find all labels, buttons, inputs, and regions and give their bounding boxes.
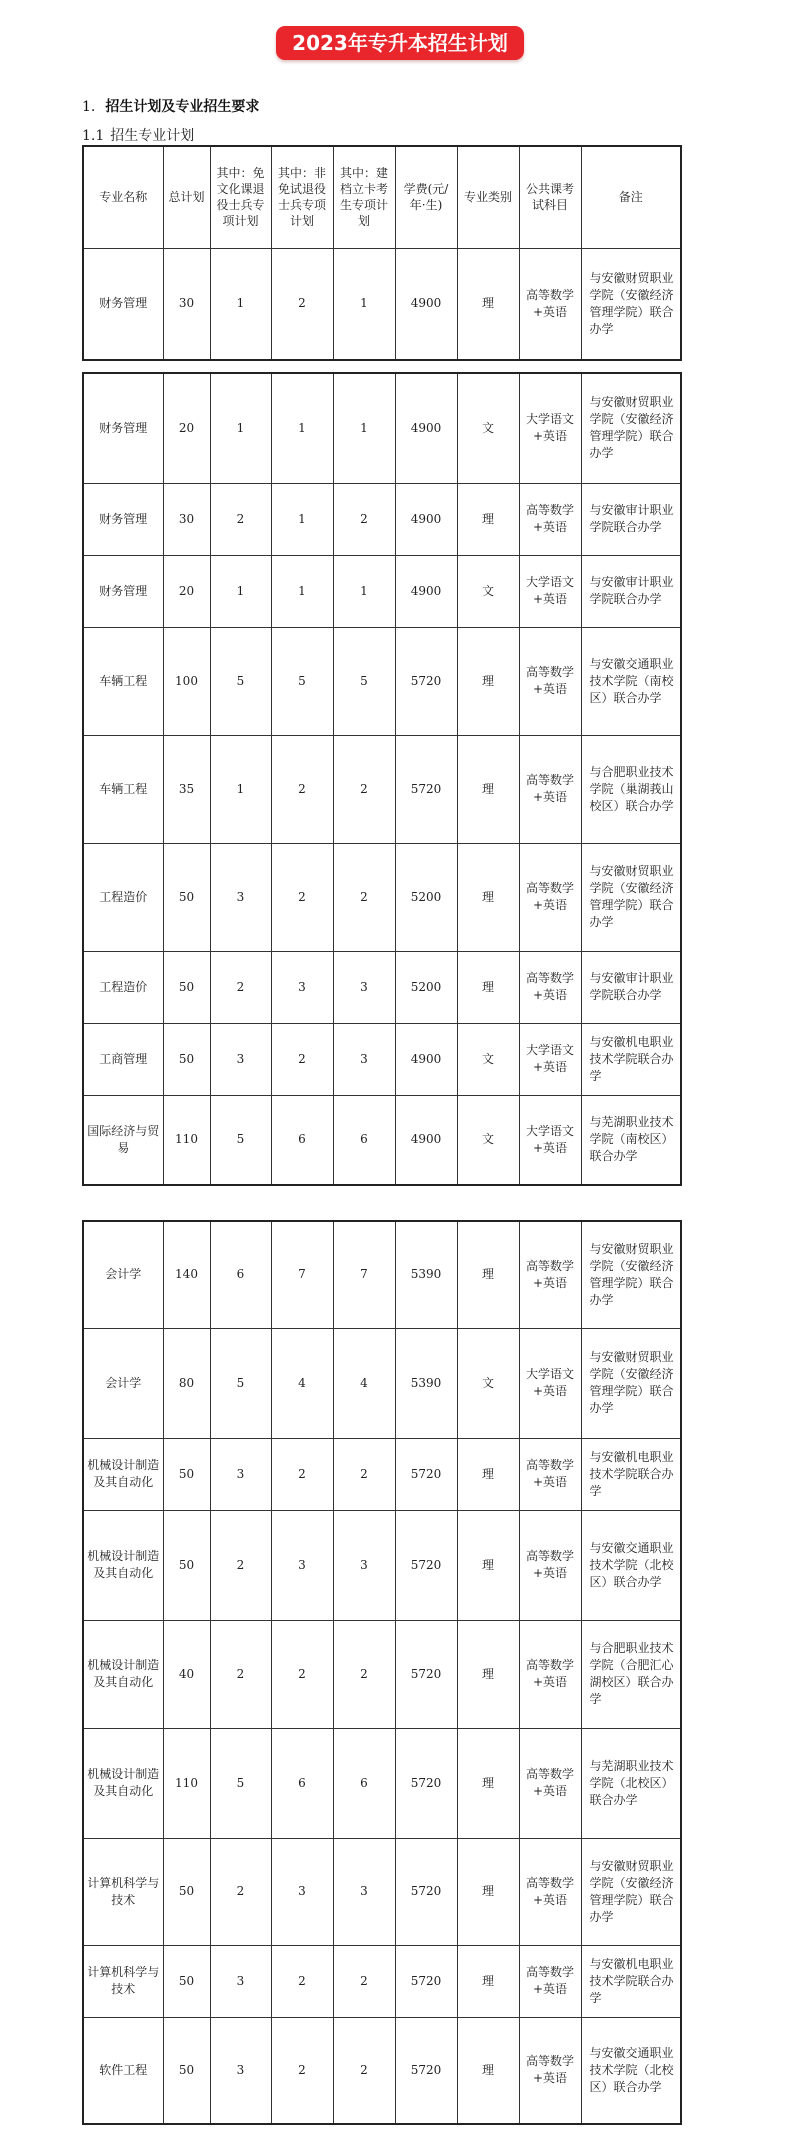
plan-table-3-body [83, 1221, 681, 2124]
cell-tuition: 5720 [395, 627, 457, 735]
cell-remarks: 与安徽财贸职业学院（安徽经济管理学院）联合办学 [581, 1221, 681, 1328]
cell-remarks: 与安徽审计职业学院联合办学 [581, 555, 681, 627]
cell-exam-subjects: 大学语文+英语 [519, 1095, 581, 1185]
table-row [83, 373, 681, 483]
cell-tuition: 5200 [395, 951, 457, 1023]
cell-veteran-nonexempt-plan: 2 [271, 1945, 333, 2017]
cell-remarks: 与安徽机电职业技术学院联合办学 [581, 1438, 681, 1510]
cell-veteran-nonexempt-plan: 6 [271, 1095, 333, 1185]
cell-veteran-nonexempt-plan: 2 [271, 843, 333, 951]
plan-table-1 [82, 145, 682, 361]
cell-registered-poor-plan: 3 [333, 951, 395, 1023]
header-remarks: 备注 [581, 146, 681, 248]
cell-major-name: 车辆工程 [83, 627, 163, 735]
cell-registered-poor-plan: 1 [333, 555, 395, 627]
table-row [83, 1095, 681, 1185]
cell-veteran-exempt-plan: 2 [210, 1620, 271, 1728]
cell-major-name: 工商管理 [83, 1023, 163, 1095]
cell-tuition: 5720 [395, 1838, 457, 1945]
cell-veteran-exempt-plan: 1 [210, 735, 271, 843]
cell-veteran-exempt-plan: 2 [210, 483, 271, 555]
cell-remarks: 与安徽财贸职业学院（安徽经济管理学院）联合办学 [581, 1328, 681, 1438]
cell-total-plan: 30 [163, 248, 210, 360]
cell-remarks: 与安徽交通职业技术学院（北校区）联合办学 [581, 1510, 681, 1620]
cell-veteran-nonexempt-plan: 7 [271, 1221, 333, 1328]
cell-tuition: 5720 [395, 1728, 457, 1838]
cell-major-category: 文 [457, 1328, 519, 1438]
cell-total-plan: 110 [163, 1728, 210, 1838]
cell-major-category: 理 [457, 843, 519, 951]
cell-remarks: 与安徽财贸职业学院（安徽经济管理学院）联合办学 [581, 373, 681, 483]
cell-veteran-nonexempt-plan: 2 [271, 1438, 333, 1510]
header-registered-poor-plan: 其中：建档立卡考生专项计划 [333, 146, 395, 248]
cell-tuition: 4900 [395, 248, 457, 360]
cell-major-category: 理 [457, 2017, 519, 2124]
cell-major-name: 国际经济与贸易 [83, 1095, 163, 1185]
cell-major-name: 计算机科学与技术 [83, 1838, 163, 1945]
table-row [83, 2017, 681, 2124]
cell-tuition: 4900 [395, 1023, 457, 1095]
cell-tuition: 5200 [395, 843, 457, 951]
cell-registered-poor-plan: 2 [333, 843, 395, 951]
cell-total-plan: 50 [163, 2017, 210, 2124]
cell-veteran-nonexempt-plan: 6 [271, 1728, 333, 1838]
table-header-row [83, 146, 681, 248]
cell-major-category: 理 [457, 627, 519, 735]
cell-tuition: 5390 [395, 1221, 457, 1328]
cell-veteran-exempt-plan: 3 [210, 843, 271, 951]
cell-veteran-nonexempt-plan: 5 [271, 627, 333, 735]
table-row [83, 1221, 681, 1328]
cell-registered-poor-plan: 3 [333, 1023, 395, 1095]
cell-registered-poor-plan: 2 [333, 2017, 395, 2124]
cell-major-category: 理 [457, 1510, 519, 1620]
cell-major-name: 机械设计制造及其自动化 [83, 1728, 163, 1838]
cell-major-name: 财务管理 [83, 483, 163, 555]
cell-tuition: 5720 [395, 1438, 457, 1510]
cell-exam-subjects: 高等数学+英语 [519, 1510, 581, 1620]
cell-remarks: 与安徽审计职业学院联合办学 [581, 951, 681, 1023]
cell-exam-subjects: 高等数学+英语 [519, 843, 581, 951]
cell-tuition: 5720 [395, 1510, 457, 1620]
cell-veteran-exempt-plan: 3 [210, 1438, 271, 1510]
cell-registered-poor-plan: 3 [333, 1838, 395, 1945]
cell-total-plan: 50 [163, 951, 210, 1023]
cell-major-name: 财务管理 [83, 373, 163, 483]
plan-table-2-body [83, 373, 681, 1185]
cell-tuition: 4900 [395, 1095, 457, 1185]
cell-remarks: 与芜湖职业技术学院（北校区）联合办学 [581, 1728, 681, 1838]
cell-exam-subjects: 高等数学+英语 [519, 248, 581, 360]
cell-remarks: 与安徽财贸职业学院（安徽经济管理学院）联合办学 [581, 248, 681, 360]
cell-registered-poor-plan: 2 [333, 1945, 395, 2017]
cell-major-category: 理 [457, 1438, 519, 1510]
table-row [83, 1510, 681, 1620]
cell-major-category: 文 [457, 1095, 519, 1185]
cell-veteran-nonexempt-plan: 3 [271, 1838, 333, 1945]
table-row [83, 1328, 681, 1438]
table-row [83, 248, 681, 360]
cell-major-category: 理 [457, 1838, 519, 1945]
cell-veteran-exempt-plan: 1 [210, 555, 271, 627]
cell-major-category: 理 [457, 735, 519, 843]
cell-registered-poor-plan: 4 [333, 1328, 395, 1438]
plan-table-2 [82, 372, 682, 1186]
table-row [83, 1620, 681, 1728]
cell-veteran-nonexempt-plan: 2 [271, 1023, 333, 1095]
cell-major-category: 理 [457, 1221, 519, 1328]
cell-total-plan: 50 [163, 1510, 210, 1620]
cell-exam-subjects: 高等数学+英语 [519, 951, 581, 1023]
header-major-name: 专业名称 [83, 146, 163, 248]
cell-veteran-exempt-plan: 2 [210, 1510, 271, 1620]
cell-major-name: 计算机科学与技术 [83, 1945, 163, 2017]
cell-veteran-exempt-plan: 5 [210, 1328, 271, 1438]
cell-remarks: 与芜湖职业技术学院（南校区）联合办学 [581, 1095, 681, 1185]
header-exam-subjects: 公共课考试科目 [519, 146, 581, 248]
cell-major-category: 理 [457, 1945, 519, 2017]
table-row [83, 1023, 681, 1095]
cell-major-name: 工程造价 [83, 843, 163, 951]
cell-total-plan: 40 [163, 1620, 210, 1728]
cell-total-plan: 20 [163, 555, 210, 627]
cell-registered-poor-plan: 2 [333, 1438, 395, 1510]
cell-remarks: 与安徽财贸职业学院（安徽经济管理学院）联合办学 [581, 843, 681, 951]
cell-major-name: 会计学 [83, 1328, 163, 1438]
cell-total-plan: 100 [163, 627, 210, 735]
cell-major-name: 会计学 [83, 1221, 163, 1328]
cell-registered-poor-plan: 3 [333, 1510, 395, 1620]
table-row [83, 1945, 681, 2017]
cell-registered-poor-plan: 2 [333, 1620, 395, 1728]
plan-table-3 [82, 1220, 682, 2125]
cell-remarks: 与安徽机电职业技术学院联合办学 [581, 1945, 681, 2017]
cell-major-category: 理 [457, 248, 519, 360]
cell-veteran-nonexempt-plan: 1 [271, 555, 333, 627]
cell-registered-poor-plan: 2 [333, 735, 395, 843]
cell-tuition: 5720 [395, 2017, 457, 2124]
cell-veteran-exempt-plan: 2 [210, 951, 271, 1023]
cell-exam-subjects: 高等数学+英语 [519, 2017, 581, 2124]
cell-exam-subjects: 高等数学+英语 [519, 1728, 581, 1838]
cell-exam-subjects: 大学语文+英语 [519, 373, 581, 483]
cell-remarks: 与安徽审计职业学院联合办学 [581, 483, 681, 555]
table-row [83, 1728, 681, 1838]
cell-total-plan: 50 [163, 1023, 210, 1095]
cell-major-name: 机械设计制造及其自动化 [83, 1438, 163, 1510]
cell-tuition: 5720 [395, 1945, 457, 2017]
cell-major-category: 文 [457, 1023, 519, 1095]
cell-veteran-nonexempt-plan: 2 [271, 735, 333, 843]
cell-major-category: 理 [457, 951, 519, 1023]
table-row [83, 555, 681, 627]
cell-registered-poor-plan: 1 [333, 248, 395, 360]
cell-registered-poor-plan: 1 [333, 373, 395, 483]
cell-tuition: 4900 [395, 373, 457, 483]
header-veteran-exempt-plan: 其中：免文化课退役士兵专项计划 [210, 146, 271, 248]
cell-total-plan: 50 [163, 843, 210, 951]
cell-tuition: 4900 [395, 555, 457, 627]
cell-veteran-nonexempt-plan: 1 [271, 373, 333, 483]
table-row [83, 1838, 681, 1945]
cell-exam-subjects: 高等数学+英语 [519, 735, 581, 843]
cell-tuition: 4900 [395, 483, 457, 555]
cell-major-name: 机械设计制造及其自动化 [83, 1510, 163, 1620]
cell-tuition: 5390 [395, 1328, 457, 1438]
cell-major-category: 理 [457, 1620, 519, 1728]
cell-remarks: 与合肥职业技术学院（合肥汇心湖校区）联合办学 [581, 1620, 681, 1728]
cell-major-category: 文 [457, 555, 519, 627]
subsection-heading [82, 125, 194, 145]
cell-veteran-exempt-plan: 5 [210, 1728, 271, 1838]
cell-exam-subjects: 高等数学+英语 [519, 1620, 581, 1728]
header-veteran-nonexempt-plan: 其中：非免试退役士兵专项计划 [271, 146, 333, 248]
header-major-category: 专业类别 [457, 146, 519, 248]
cell-major-name: 财务管理 [83, 248, 163, 360]
cell-registered-poor-plan: 5 [333, 627, 395, 735]
page-banner-title: 2023年专升本招生计划 [276, 26, 524, 60]
header-total-plan: 总计划 [163, 146, 210, 248]
cell-total-plan: 110 [163, 1095, 210, 1185]
cell-exam-subjects: 大学语文+英语 [519, 1328, 581, 1438]
cell-exam-subjects: 高等数学+英语 [519, 483, 581, 555]
plan-table-1-body [83, 146, 681, 360]
cell-total-plan: 35 [163, 735, 210, 843]
cell-major-name: 财务管理 [83, 555, 163, 627]
section-heading [82, 96, 259, 116]
cell-veteran-exempt-plan: 6 [210, 1221, 271, 1328]
cell-registered-poor-plan: 7 [333, 1221, 395, 1328]
cell-major-name: 车辆工程 [83, 735, 163, 843]
cell-remarks: 与安徽交通职业技术学院（南校区）联合办学 [581, 627, 681, 735]
cell-veteran-nonexempt-plan: 2 [271, 1620, 333, 1728]
cell-tuition: 5720 [395, 1620, 457, 1728]
cell-major-name: 软件工程 [83, 2017, 163, 2124]
cell-total-plan: 30 [163, 483, 210, 555]
cell-total-plan: 50 [163, 1945, 210, 2017]
cell-total-plan: 80 [163, 1328, 210, 1438]
cell-total-plan: 50 [163, 1438, 210, 1510]
table-row [83, 1438, 681, 1510]
cell-veteran-exempt-plan: 3 [210, 1945, 271, 2017]
section-title: 招生计划及专业招生要求 [105, 99, 260, 115]
cell-veteran-exempt-plan: 5 [210, 627, 271, 735]
cell-veteran-nonexempt-plan: 3 [271, 1510, 333, 1620]
cell-exam-subjects: 高等数学+英语 [519, 1221, 581, 1328]
cell-veteran-exempt-plan: 1 [210, 248, 271, 360]
cell-exam-subjects: 高等数学+英语 [519, 1838, 581, 1945]
cell-tuition: 5720 [395, 735, 457, 843]
cell-veteran-nonexempt-plan: 3 [271, 951, 333, 1023]
cell-remarks: 与安徽机电职业技术学院联合办学 [581, 1023, 681, 1095]
cell-major-category: 文 [457, 373, 519, 483]
cell-exam-subjects: 高等数学+英语 [519, 1945, 581, 2017]
subsection-number: 1.1 [82, 128, 105, 144]
cell-major-category: 理 [457, 1728, 519, 1838]
cell-total-plan: 20 [163, 373, 210, 483]
cell-exam-subjects: 大学语文+英语 [519, 555, 581, 627]
cell-remarks: 与安徽财贸职业学院（安徽经济管理学院）联合办学 [581, 1838, 681, 1945]
cell-veteran-exempt-plan: 3 [210, 2017, 271, 2124]
cell-veteran-nonexempt-plan: 2 [271, 2017, 333, 2124]
cell-remarks: 与安徽交通职业技术学院（北校区）联合办学 [581, 2017, 681, 2124]
cell-total-plan: 50 [163, 1838, 210, 1945]
cell-major-category: 理 [457, 483, 519, 555]
cell-veteran-exempt-plan: 1 [210, 373, 271, 483]
table-row [83, 735, 681, 843]
cell-major-name: 机械设计制造及其自动化 [83, 1620, 163, 1728]
cell-veteran-exempt-plan: 2 [210, 1838, 271, 1945]
cell-remarks: 与合肥职业技术学院（巢湖莪山校区）联合办学 [581, 735, 681, 843]
cell-veteran-exempt-plan: 5 [210, 1095, 271, 1185]
cell-registered-poor-plan: 6 [333, 1728, 395, 1838]
cell-registered-poor-plan: 2 [333, 483, 395, 555]
table-row [83, 843, 681, 951]
cell-exam-subjects: 大学语文+英语 [519, 1023, 581, 1095]
header-tuition: 学费(元/年·生) [395, 146, 457, 248]
cell-total-plan: 140 [163, 1221, 210, 1328]
table-row [83, 951, 681, 1023]
cell-veteran-nonexempt-plan: 1 [271, 483, 333, 555]
cell-veteran-exempt-plan: 3 [210, 1023, 271, 1095]
cell-veteran-nonexempt-plan: 4 [271, 1328, 333, 1438]
subsection-title: 招生专业计划 [110, 128, 195, 144]
table-row [83, 483, 681, 555]
cell-major-name: 工程造价 [83, 951, 163, 1023]
cell-registered-poor-plan: 6 [333, 1095, 395, 1185]
section-number: 1. [82, 99, 96, 115]
cell-veteran-nonexempt-plan: 2 [271, 248, 333, 360]
cell-exam-subjects: 高等数学+英语 [519, 1438, 581, 1510]
cell-exam-subjects: 高等数学+英语 [519, 627, 581, 735]
table-row [83, 627, 681, 735]
